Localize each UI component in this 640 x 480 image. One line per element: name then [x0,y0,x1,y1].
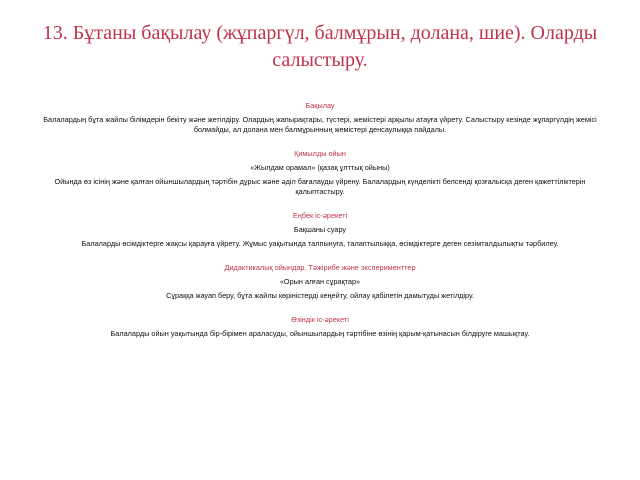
section-heading: Өзіндік іс-әрекеті [291,315,349,324]
section-heading: Еңбек іс-әрекеті [292,211,348,220]
slide-title: 13. Бұтаны бақылау (жұпаргүл, балмұрын, долана, шие). Оларды салыстыру. [42,22,598,71]
section-text: Балаларды өсімдіктерге жақсы қарауға үйрету. Жұмыс уақытында талпынуға, талаптылыққа, өсімдіктерге деген сезімталдылықты тәрбилеу. [81,239,559,248]
activity-name: Бақшаны суару [293,225,347,234]
section-movement-game [30,149,610,197]
slide-content [30,101,610,353]
section-text: Балаларды ойын уақытында бір-бірімен араласуды, ойыншылардың тәртібіне өзінің қарым-қатынасын білдіруге машықтау. [110,329,530,338]
section-heading: Дидактикалық ойындар. Тәжірибе және эксперименттер [224,263,416,272]
game-name: «Жылдам орамал» (қазақ ұлттық ойыны) [250,163,390,172]
section-text: Балалардың бұта жайлы білімдерін бекіту және жетілдіру. Олардың жапырақтары, түстері, жемістері арқылы атауға үйрету. Салыстыру кезінде жұпаргүлдің жемісі болмайды, ал долана мен балмұрынның жемістері денсаулыққа пайдалы. [43,115,597,134]
game-name: «Орын алған сұрақтар» [279,277,361,286]
section-text: Сұраққа жауап беру, бұта жайлы көріністерді кеңейту, ойлау қабілетін дамытуды жетілдіру. [166,291,474,300]
section-observation [30,101,610,135]
section-labor [30,211,610,249]
section-didactic-games [30,263,610,301]
section-text: Ойында өз ісінің және қалған ойыншылардың тәртібін дұрыс және әділ бағалауды үйрену. Балалардың күнделікті белсенді қозғалысқа деген қажеттіліктерін қалыптастыру. [54,177,586,196]
section-independent-activity [30,315,610,339]
section-heading: Қимылды ойын [294,149,346,158]
section-heading: Бақылау [305,101,335,110]
